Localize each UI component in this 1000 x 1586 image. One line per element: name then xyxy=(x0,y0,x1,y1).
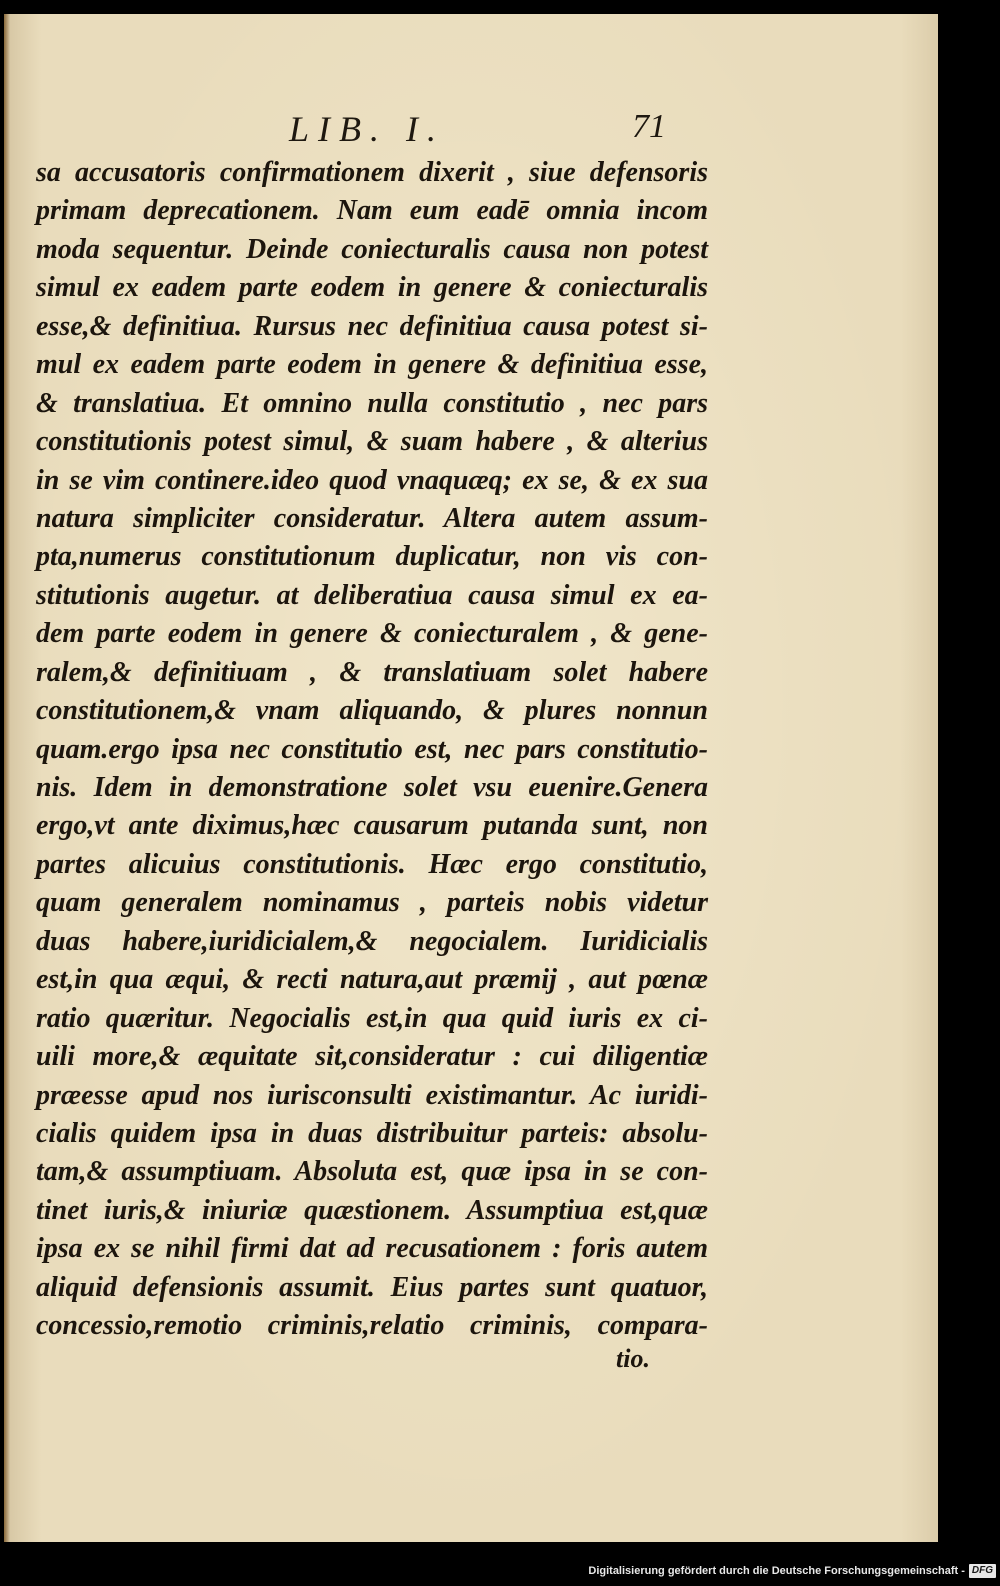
page-edge-shadow xyxy=(4,14,10,1542)
text-line: & translatiua. Et omnino nulla constitutio , nec pars xyxy=(36,387,708,419)
text-line: est,in qua æqui, & recti natura,aut præmij , aut pœnæ xyxy=(36,964,708,996)
text-line: præesse apud nos iurisconsulti existimantur. Ac iuridi- xyxy=(36,1079,708,1111)
text-line: constitutionis potest simul, & suam habere , & alterius xyxy=(36,426,708,458)
text-line: nis. Idem in demonstratione solet vsu euenire.Genera xyxy=(36,772,708,803)
text-line: ergo,vt ante diximus,hæc causarum putanda sunt, non xyxy=(36,810,708,842)
running-head-title: LIB. I. xyxy=(289,109,445,149)
page-number: 71 xyxy=(632,108,666,145)
text-line: natura simpliciter consideratur. Altera autem assum- xyxy=(36,502,708,534)
text-line: simul ex eadem parte eodem in genere & coniecturalis xyxy=(36,272,708,304)
text-line: aliquid defensionis assumit. Eius partes sunt quatuor, xyxy=(36,1271,708,1303)
text-line: stitutionis augetur. at deliberatiua causa simul ex ea- xyxy=(36,579,708,611)
text-line: concessio,remotio criminis,relatio criminis, compara- xyxy=(36,1310,708,1342)
running-head xyxy=(4,108,938,152)
text-line: dem parte eodem in genere & coniecturalem , & gene- xyxy=(36,618,708,650)
catchword: tio. xyxy=(616,1344,650,1373)
text-line: quam.ergo ipsa nec constitutio est, nec pars constitutio- xyxy=(36,733,708,765)
text-line: ratio quæritur. Negocialis est,in qua quid iuris ex ci- xyxy=(36,1002,708,1034)
text-line: tinet iuris,& iniuriæ quæstionem. Assumptiua est,quæ xyxy=(36,1194,708,1226)
text-line: quam generalem nominamus , parteis nobis videtur xyxy=(36,887,708,919)
text-line: esse,& definitiua. Rursus nec definitiua causa potest si- xyxy=(36,310,708,342)
book-page xyxy=(4,14,938,1542)
footer-credit xyxy=(588,1558,996,1584)
dfg-logo: DFG xyxy=(969,1564,996,1578)
text-line: ralem,& definitiuam , & translatiuam solet habere xyxy=(36,656,708,688)
text-line: primam deprecationem. Nam eum eadē omnia incom xyxy=(36,195,708,227)
text-line: sa accusatoris confirmationem dixerit , siue defensoris xyxy=(36,157,708,188)
text-line: partes alicuius constitutionis. Hæc ergo constitutio, xyxy=(36,848,708,880)
text-block xyxy=(36,154,708,1346)
text-line: uili more,& æquitate sit,consideratur : cui diligentiæ xyxy=(36,1041,708,1073)
text-line: cialis quidem ipsa in duas distribuitur parteis: absolu- xyxy=(36,1117,708,1149)
footer-credit-text: Digitalisierung gefördert durch die Deutsche Forschungsgemeinschaft - xyxy=(588,1565,965,1577)
text-line: tam,& assumptiuam. Absoluta est, quæ ipsa in se con- xyxy=(36,1156,708,1188)
text-line: moda sequentur. Deinde coniecturalis causa non potest xyxy=(36,233,708,265)
text-line: constitutionem,& vnam aliquando, & plures nonnun xyxy=(36,695,708,727)
text-line: pta,numerus constitutionum duplicatur, non vis con- xyxy=(36,541,708,573)
text-line: duas habere,iuridicialem,& negocialem. Iuridicialis xyxy=(36,925,708,957)
text-line: mul ex eadem parte eodem in genere & definitiua esse, xyxy=(36,349,708,381)
text-line: ipsa ex se nihil firmi dat ad recusationem : foris autem xyxy=(36,1233,708,1265)
text-line: in se vim continere.ideo quod vnaquæq; ex se, & ex sua xyxy=(36,464,708,496)
